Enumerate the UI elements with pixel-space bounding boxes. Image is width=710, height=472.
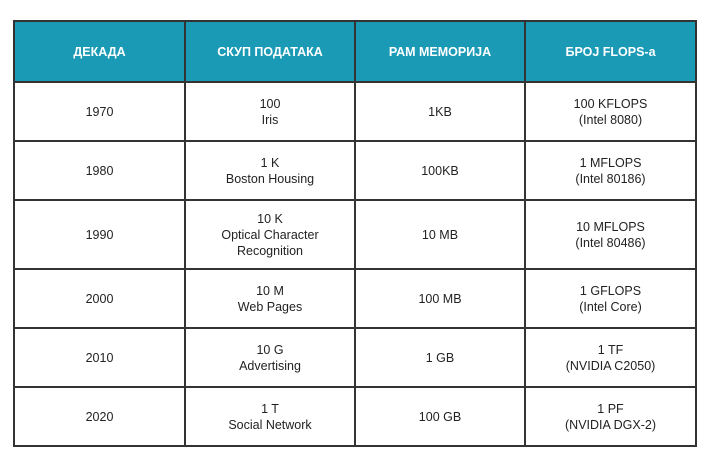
- header-ram: РАМ МЕМОРИЈА: [355, 21, 525, 82]
- flops-value: 1 PF: [597, 401, 624, 416]
- dataset-name: Boston Housing: [225, 171, 315, 186]
- table-row: [14, 269, 696, 328]
- flops-hardware: (Intel 80186): [575, 171, 646, 186]
- dataset-name: Social Network: [228, 417, 312, 432]
- flops-value: 1 GFLOPS: [579, 283, 642, 298]
- flops-cell: [525, 141, 696, 200]
- flops-hardware: (NVIDIA DGX-2): [565, 417, 656, 432]
- flops-value: 10 MFLOPS: [576, 219, 645, 234]
- flops-hardware: (NVIDIA C2050): [565, 358, 656, 373]
- dataset-cell: [185, 387, 355, 446]
- dataset-cell: [185, 328, 355, 387]
- flops-value: 1 MFLOPS: [579, 155, 642, 170]
- dataset-size: 1 T: [261, 401, 279, 416]
- flops-cell: [525, 269, 696, 328]
- dataset-cell: [185, 82, 355, 141]
- dataset-cell: [185, 200, 355, 269]
- flops-value: 1 TF: [597, 342, 624, 357]
- ram-cell: 1 GB: [355, 328, 525, 387]
- dataset-cell: [185, 141, 355, 200]
- table-row: [14, 141, 696, 200]
- table-row: [14, 387, 696, 446]
- flops-hardware: (Intel Core): [579, 299, 642, 314]
- ram-cell: 100KB: [355, 141, 525, 200]
- table-container: [13, 20, 695, 449]
- dataset-name: Advertising: [239, 358, 301, 373]
- decade-cell: 2020: [14, 387, 185, 446]
- decade-cell: 2010: [14, 328, 185, 387]
- table-row: [14, 200, 696, 269]
- header-dataset: СКУП ПОДАТАКА: [185, 21, 355, 82]
- decade-cell: 1970: [14, 82, 185, 141]
- ram-cell: 100 GB: [355, 387, 525, 446]
- dataset-name: Web Pages: [237, 299, 303, 314]
- dataset-size: 10 M: [256, 283, 284, 298]
- dataset-size: 1 K: [260, 155, 280, 170]
- flops-cell: [525, 82, 696, 141]
- flops-hardware: (Intel 8080): [578, 112, 643, 127]
- compute-history-table: [13, 20, 697, 447]
- ram-cell: 1KB: [355, 82, 525, 141]
- dataset-name: Iris: [261, 112, 279, 127]
- flops-cell: [525, 328, 696, 387]
- flops-value: 100 KFLOPS: [573, 96, 648, 111]
- flops-cell: [525, 387, 696, 446]
- decade-cell: 1980: [14, 141, 185, 200]
- dataset-size: 10 G: [256, 342, 284, 357]
- dataset-size: 100: [259, 96, 281, 111]
- decade-cell: 2000: [14, 269, 185, 328]
- header-decade: ДЕКАДА: [14, 21, 185, 82]
- table-row: [14, 328, 696, 387]
- dataset-cell: [185, 269, 355, 328]
- ram-cell: 10 MB: [355, 200, 525, 269]
- header-row: [14, 21, 696, 82]
- dataset-name: Optical Character: [221, 227, 319, 242]
- ram-cell: 100 MB: [355, 269, 525, 328]
- flops-cell: [525, 200, 696, 269]
- dataset-name-cont: Recognition: [236, 243, 303, 258]
- dataset-size: 10 K: [257, 211, 283, 226]
- decade-cell: 1990: [14, 200, 185, 269]
- table-row: [14, 82, 696, 141]
- flops-hardware: (Intel 80486): [575, 235, 646, 250]
- header-flops: БРОЈ FLOPS-a: [525, 21, 696, 82]
